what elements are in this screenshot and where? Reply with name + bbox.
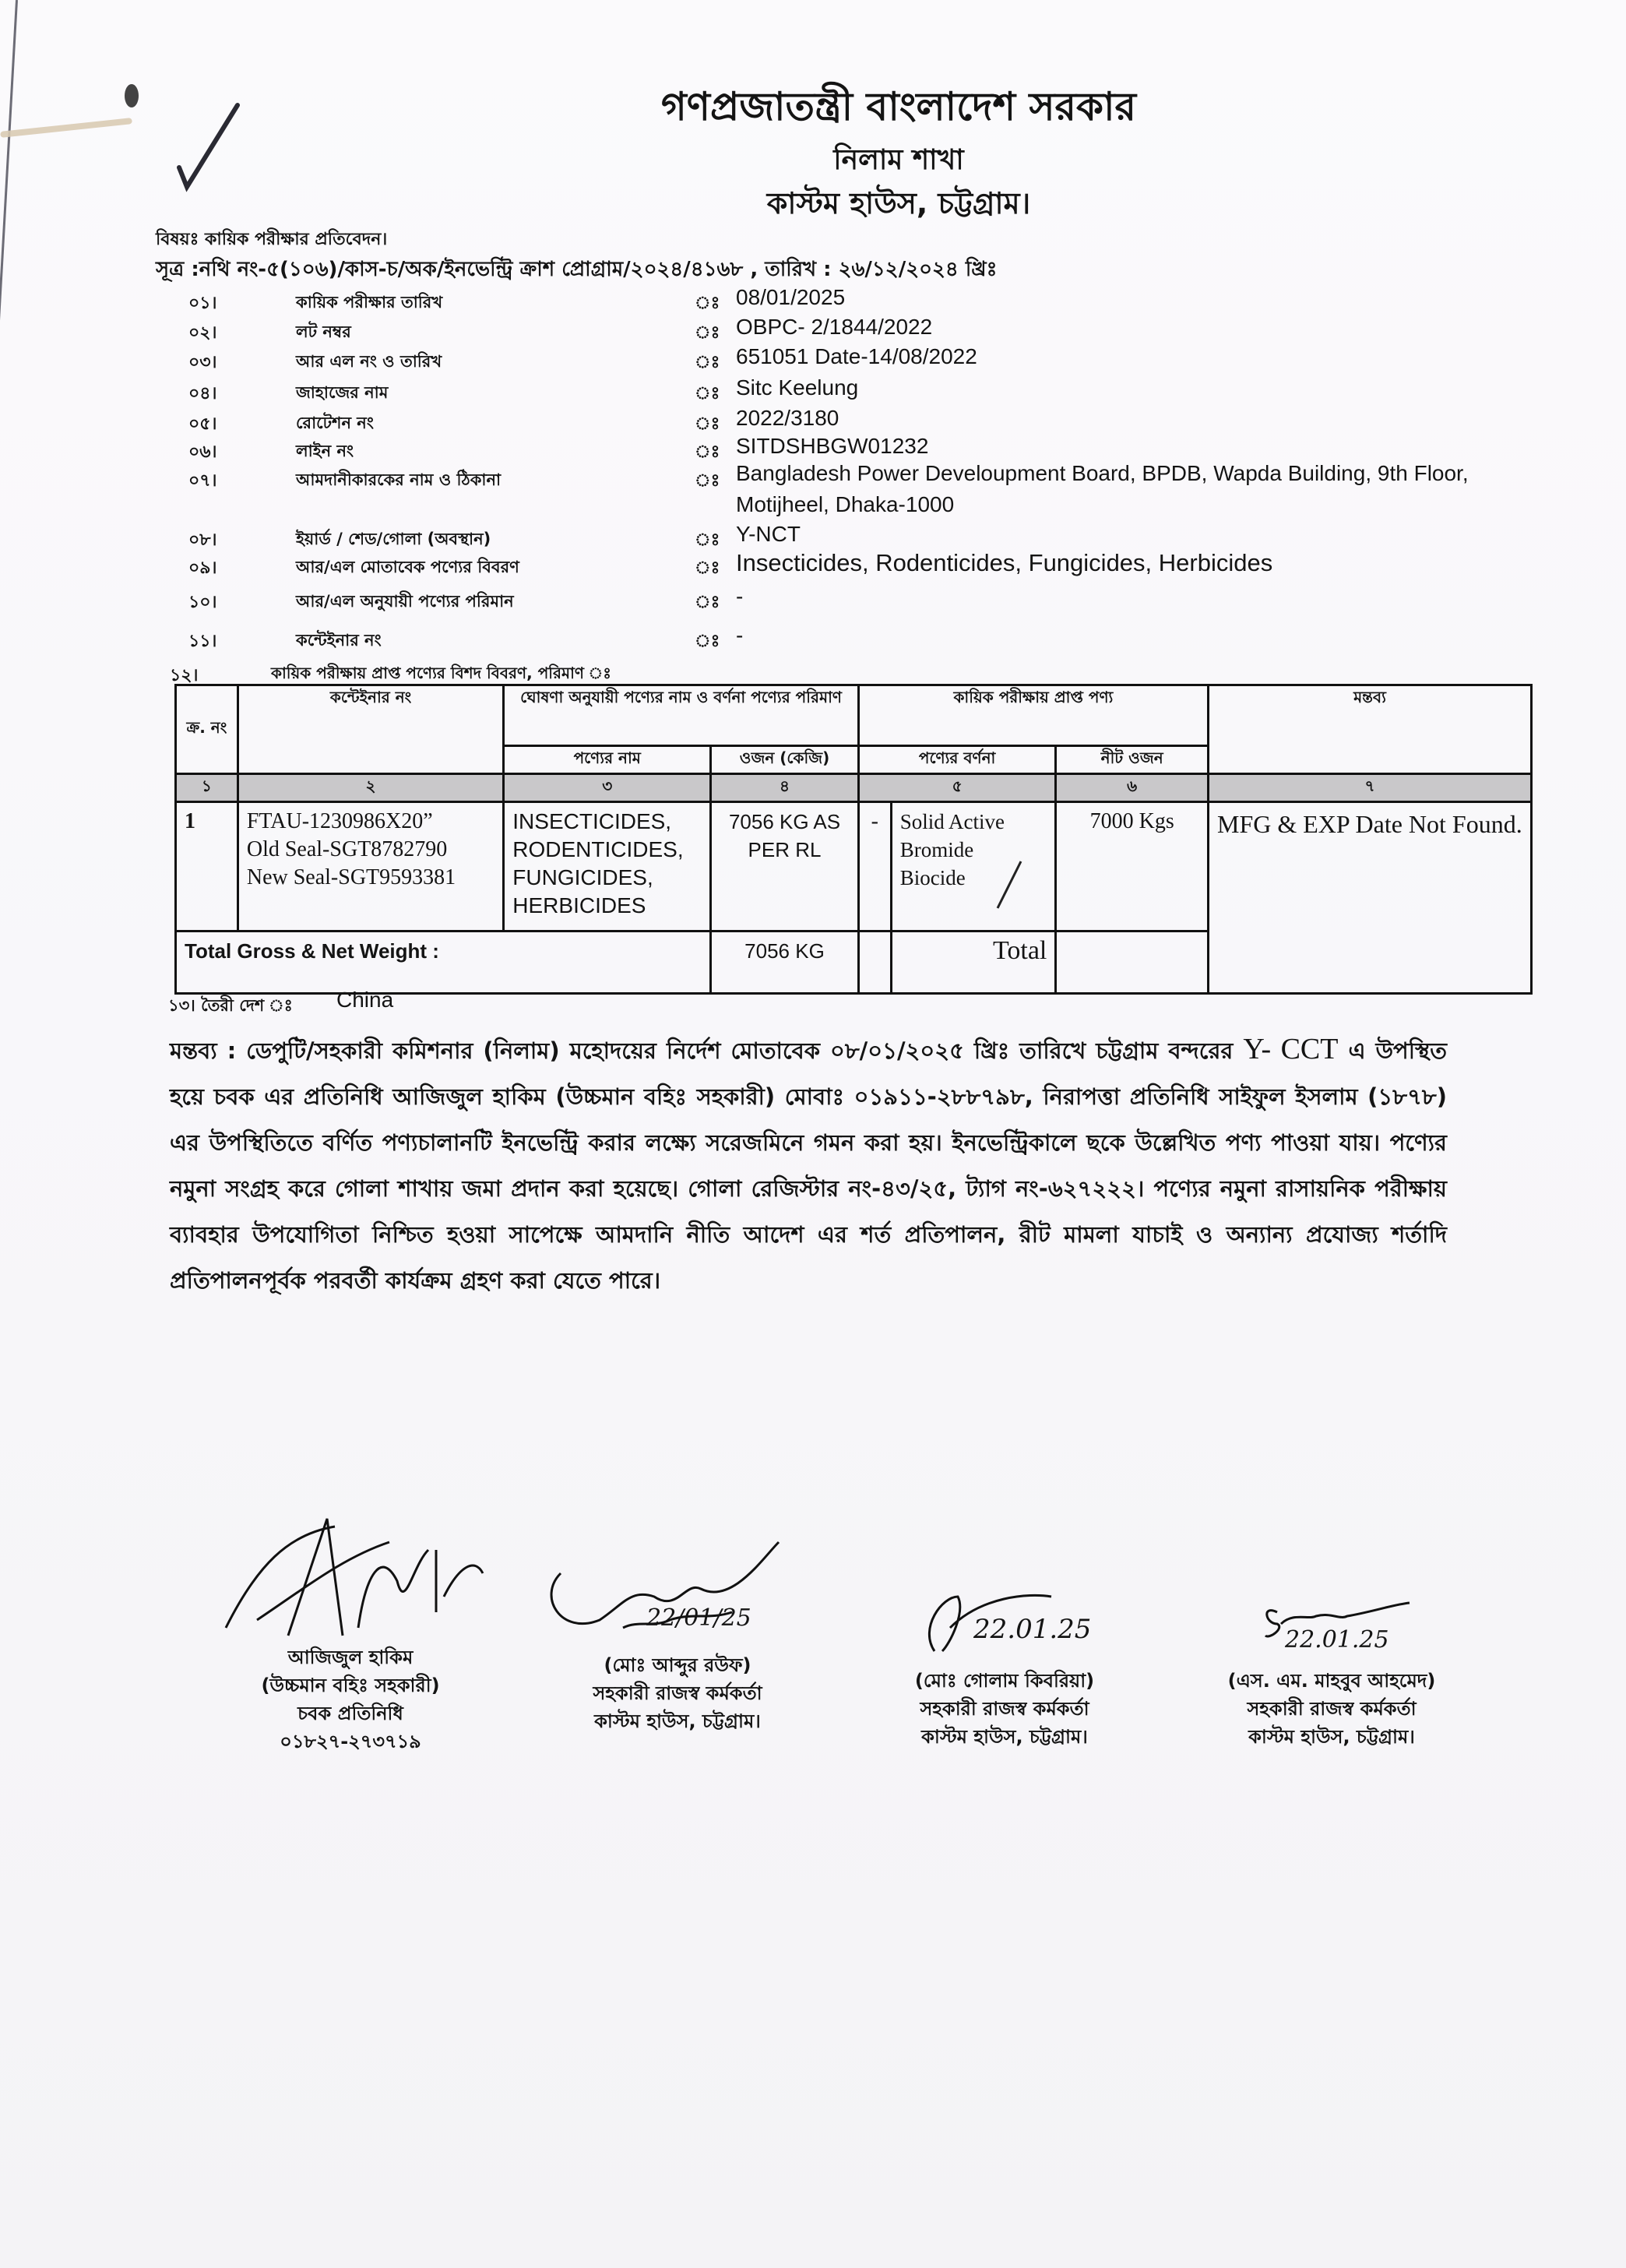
- column-number: ৪: [711, 774, 859, 802]
- signatory-title: সহকারী রাজস্ব কর্মকর্তা: [920, 1698, 1089, 1720]
- column-number: ৬: [1056, 774, 1209, 802]
- row-serial: 1: [176, 802, 238, 932]
- header-found-desc: পণ্যের বর্ণনা: [858, 746, 1056, 774]
- declared-item: HERBICIDES: [512, 893, 646, 917]
- field-number: ১০।: [188, 593, 217, 612]
- row-found-weight: 7000 Kgs: [1056, 802, 1209, 932]
- column-number: ৭: [1208, 774, 1531, 802]
- section-12-label: কায়িক পরীক্ষায় প্রাপ্ত পণ্যের বিশদ বিবরণ, পরিমাণ ঃ: [271, 664, 611, 682]
- field-colon: ঃ: [695, 323, 720, 343]
- goods-description-value: Insecticides, Rodenticides, Fungicides, Herbicides: [736, 549, 1273, 576]
- rl-number-value: 651051 Date-14/08/2022: [736, 344, 977, 368]
- field-colon: ঃ: [695, 353, 720, 372]
- field-number: ০৩।: [188, 353, 217, 372]
- header-declared-weight: ওজন (কেজি): [711, 746, 859, 774]
- signature-block: [210, 1503, 491, 1756]
- declared-item: FUNGICIDES,: [512, 865, 653, 889]
- header-serial: ক্র. নং: [176, 685, 238, 774]
- header-declared-group: ঘোষণা অনুযায়ী পণ্যের নাম ও বর্ণনা পণ্যের পরিমাণ: [504, 685, 859, 746]
- remark-paragraph: [170, 1027, 1447, 1304]
- field-label: আর এল নং ও তারিখ: [296, 352, 442, 371]
- declared-weight-line: PER RL: [748, 838, 822, 861]
- row-found-desc: [891, 802, 1056, 932]
- declared-item: INSECTICIDES,: [512, 809, 672, 833]
- importer-address-line2: Motijheel, Dhaka-1000: [736, 492, 955, 516]
- signatory-title: সহকারী রাজস্ব কর্মকর্তা: [1247, 1698, 1417, 1720]
- found-desc-line: Solid Active: [899, 810, 1005, 833]
- header-container: কন্টেইনার নং: [238, 685, 503, 774]
- field-colon: ঃ: [695, 471, 720, 491]
- total-declared-weight: 7056 KG: [711, 932, 859, 994]
- declared-item: RODENTICIDES,: [512, 837, 684, 861]
- country-value: China: [336, 988, 394, 1012]
- remark-text: মন্তব্য : ডেপুটি/সহকারী কমিশনার (নিলাম) মহোদয়ের নির্দেশ মোতাবেক ০৮/০১/২০২৫ খ্রিঃ তারিখে চট্টগ্রাম বন্দরের: [170, 1037, 1244, 1064]
- handwritten-date: 22/01/25: [646, 1604, 751, 1632]
- header-found-group: কায়িক পরীক্ষায় প্রাপ্ত পণ্য: [858, 685, 1208, 746]
- rotation-number-value: 2022/3180: [736, 406, 839, 430]
- column-number-row: [176, 774, 1532, 802]
- field-label: ইয়ার্ড / শেড/গোলা (অবস্থান): [296, 530, 491, 548]
- column-number: ১: [176, 774, 238, 802]
- field-colon: ঃ: [695, 442, 720, 462]
- container-number-value: -: [736, 623, 744, 647]
- field-label: আর/এল মোতাবেক পণ্যের বিবরণ: [296, 558, 519, 576]
- total-found-label: Total: [891, 932, 1056, 994]
- field-label: লট নম্বর: [296, 322, 351, 341]
- field-number: ০৮।: [188, 530, 217, 550]
- signatory-name: (মোঃ গোলাম কিবরিয়া): [914, 1670, 1095, 1692]
- handwritten-date: 22.01.25: [973, 1614, 1092, 1645]
- signatory-org: চবক প্রতিনিধি: [297, 1703, 403, 1724]
- field-label: আর/এল অনুযায়ী পণ্যের পরিমান: [296, 592, 514, 611]
- field-number: ০২।: [188, 323, 217, 343]
- office-title: কাস্টম হাউস, চট্টগ্রাম।: [766, 186, 1031, 220]
- field-number: ০৭।: [188, 471, 217, 491]
- signature-block: [530, 1527, 825, 1735]
- subject-line: বিষয়ঃ কায়িক পরীক্ষার প্রতিবেদন।: [156, 230, 388, 249]
- row-container: [238, 802, 503, 932]
- field-number: ০৯।: [188, 558, 217, 578]
- inspection-table: [174, 684, 1533, 995]
- field-label: কায়িক পরীক্ষার তারিখ: [296, 293, 443, 312]
- signatory-title: সহকারী রাজস্ব কর্মকর্তা: [593, 1682, 762, 1704]
- field-number: ০১।: [188, 294, 217, 313]
- row-declared-name: [504, 802, 711, 932]
- field-colon: ঃ: [695, 294, 720, 313]
- new-seal: New Seal-SGT9593381: [246, 865, 456, 889]
- section-12-number: ১২।: [170, 666, 199, 685]
- old-seal: Old Seal-SGT8782790: [246, 837, 448, 861]
- signature-scribble: [872, 1581, 1137, 1667]
- importer-address-value: Bangladesh Power Develoupment Board, BPDB, Wapda Building, 9th Floor,: [736, 461, 1469, 485]
- signature-scribble: [530, 1527, 825, 1651]
- signatory-office: কাস্টম হাউস, চট্টগ্রাম।: [1248, 1726, 1415, 1748]
- vessel-name-value: Sitc Keelung: [736, 375, 859, 400]
- line-number-value: SITDSHBGW01232: [736, 434, 929, 458]
- binding-thread: [0, 0, 18, 2265]
- found-desc-line: Bromide: [899, 838, 974, 861]
- signatory-name: আজিজুল হাকিম: [287, 1646, 414, 1668]
- yard-location-value: Y-NCT: [736, 522, 801, 546]
- goods-quantity-value: -: [736, 584, 744, 608]
- field-label: লাইন নং: [296, 442, 354, 460]
- field-number: ০৬।: [188, 442, 217, 462]
- signature-block: [872, 1581, 1137, 1751]
- found-desc-line: Biocide: [899, 866, 966, 889]
- government-title: গণপ্রজাতন্ত্রী বাংলাদেশ সরকার: [661, 84, 1136, 129]
- field-label: রোটেশন নং: [296, 414, 374, 432]
- total-dash-cell: [858, 932, 891, 994]
- header-remarks: মন্তব্য: [1208, 685, 1531, 774]
- country-label: ১৩। তৈরী দেশ ঃ: [168, 996, 293, 1015]
- signature-scribble: [1191, 1581, 1472, 1667]
- row-dash: -: [858, 802, 891, 932]
- table-row: [176, 802, 1532, 932]
- field-colon: ঃ: [695, 558, 720, 578]
- signatory-office: কাস্টম হাউস, চট্টগ্রাম।: [594, 1710, 761, 1732]
- signatory-office: কাস্টম হাউস, চট্টগ্রাম।: [921, 1726, 1088, 1748]
- column-number: ২: [238, 774, 503, 802]
- field-colon: ঃ: [695, 632, 720, 651]
- signatory-phone: ০১৮২৭-২৭৩৭১৯: [280, 1731, 421, 1752]
- declared-weight-line: 7056 KG AS: [728, 810, 841, 833]
- header-found-weight: নীট ওজন: [1056, 746, 1209, 774]
- container-id: FTAU-1230986X20”: [246, 809, 433, 833]
- field-number: ০৫।: [188, 414, 217, 434]
- field-label: জাহাজের নাম: [296, 383, 389, 402]
- field-colon: ঃ: [695, 414, 720, 434]
- column-number: ৫: [858, 774, 1056, 802]
- field-label: কন্টেইনার নং: [296, 631, 382, 650]
- lot-number-value: OBPC- 2/1844/2022: [736, 315, 933, 339]
- handwritten-date: 22.01.25: [1285, 1626, 1389, 1653]
- field-colon: ঃ: [695, 530, 720, 550]
- signatory-name: (এস. এম. মাহবুব আহমেদ): [1227, 1670, 1436, 1692]
- row-remarks: MFG & EXP Date Not Found.: [1208, 802, 1531, 994]
- total-found-weight: [1056, 932, 1209, 994]
- signature-block: [1191, 1581, 1472, 1751]
- field-number: ১১।: [188, 632, 217, 651]
- reference-line: সূত্র :নথি নং-৫(১০৬)/কাস-চ/অক/ইনভেন্ট্রি ক্রাশ প্রোগ্রাম/২০২৪/৪১৬৮ , তারিখ : ২৬/১২/২০২৪ খ্রিঃ: [156, 258, 998, 281]
- total-label: Total Gross & Net Weight :: [176, 932, 711, 994]
- remark-yard: Y- CCT: [1243, 1033, 1339, 1065]
- signature-scribble: [210, 1503, 491, 1643]
- pen-stroke-icon: [994, 858, 1025, 912]
- field-colon: ঃ: [695, 384, 720, 403]
- remark-text-cont: এ উপস্থিত হয়ে চবক এর প্রতিনিধি আজিজুল হাকিম (উচ্চমান বহিঃ সহকারী) মোবাঃ ০১৯১১-২৮৮৭৯৮, নিরাপত্তা প্রতিনিধি সাইফুল ইসলাম (১৮৭৮) এর উপস্থিতিতে বর্ণিত পণ্যচালানটি ইনভেন্ট্রি করার লক্ষ্যে সরেজমিনে গমন করা হয়। ইনভেন্ট্রিকালে ছকে উল্লেখিত পণ্য পাওয়া যায়। পণ্যের নমুনা সংগ্রহ করে গোলা শাখায় জমা প্রদান করা হয়েছে। গোলা রেজিস্টার নং-৪৩/২৫, ট্যাগ নং-৬২৭২২২। পণ্যের নমুনা রাসায়নিক পরীক্ষায় ব্যাবহার উপযোগিতা নিশ্চিত হওয়া সাপেক্ষে আমদানি নীতি আদেশ এর শর্ত প্রতিপালন, রীট মামলা যাচাই ও অন্যান্য প্রযোজ্য শর্তাদি প্রতিপালনপূর্বক পরবর্তী কার্যক্রম গ্রহণ করা যেতে পারে।: [170, 1037, 1447, 1294]
- field-label: আমদানীকারকের নাম ও ঠিকানা: [296, 470, 502, 489]
- column-number: ৩: [504, 774, 711, 802]
- field-colon: ঃ: [695, 593, 720, 612]
- signatory-name: (মোঃ আব্দুর রউফ): [604, 1654, 751, 1676]
- branch-title: নিলাম শাখা: [833, 144, 964, 176]
- field-number: ০৪।: [188, 384, 217, 403]
- signatory-title: (উচ্চমান বহিঃ সহকারী): [261, 1675, 440, 1696]
- inspection-date-value: 08/01/2025: [736, 285, 846, 309]
- row-declared-weight: [711, 802, 859, 932]
- header-declared-name: পণ্যের নাম: [504, 746, 711, 774]
